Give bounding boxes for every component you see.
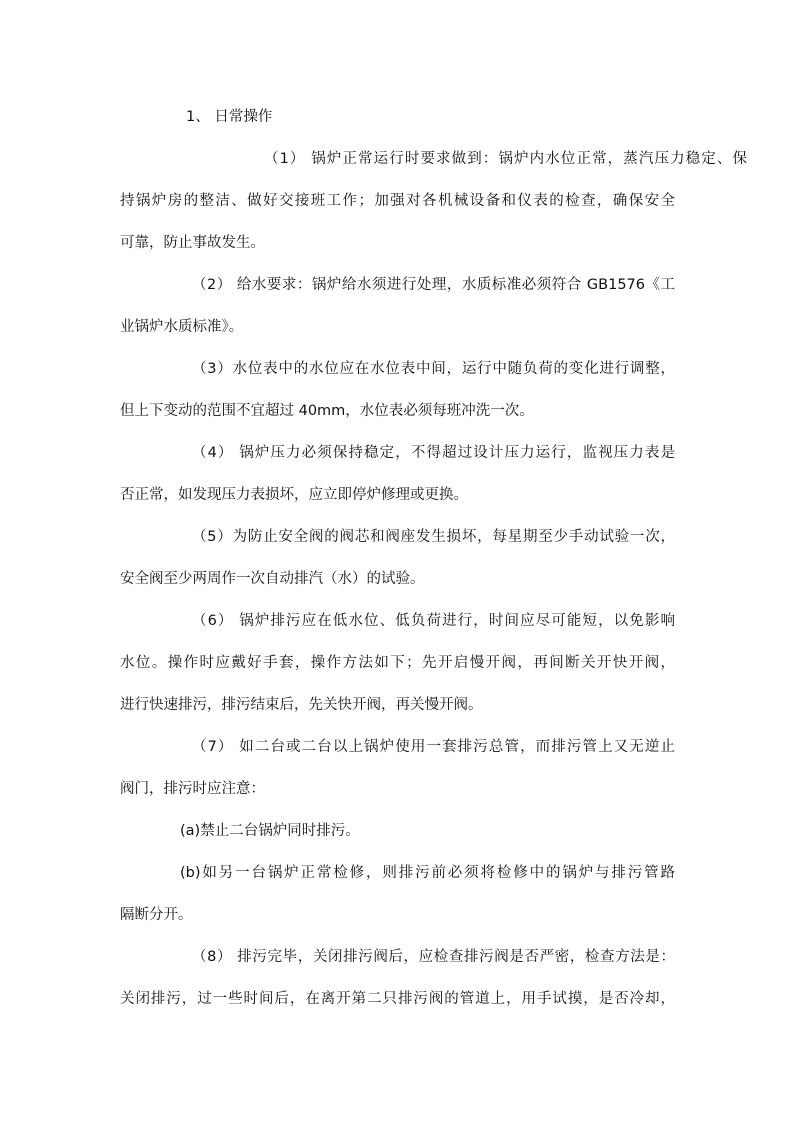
paragraph-2-line-1: （2） 给水要求：锅炉给水须进行处理，水质标准必须符合 GB1576《工: [192, 277, 675, 293]
paragraph-3-line-2: [0, 399, 793, 423]
paragraph-6-line-3-text: 进行快速排污，排污结束后，先关快开阀，再关慢开阀。: [120, 697, 483, 713]
item-b-line-1: (b)如另一台锅炉正常检修，则排污前必须将检修中的锅炉与排污管路: [180, 865, 675, 881]
item-b-line-2-text: 隔断分开。: [120, 907, 193, 923]
paragraph-4-line-2-text: 否正常，如发现压力表损坏，应立即停炉修理或更换。: [120, 487, 468, 503]
paragraph-8-line-2: 关闭排污，过一些时间后，在离开第二只排污阀的管道上，用手试摸，是否冷却，: [120, 991, 675, 1007]
paragraph-7-line-2: [0, 777, 793, 801]
item-a-line-1: [0, 819, 793, 843]
paragraph-6-line-2: 水位。操作时应戴好手套，操作方法如下；先开启慢开阀，再间断关开快开阀，: [120, 655, 675, 671]
paragraph-4-line-1: （4） 锅炉压力必须保持稳定，不得超过设计压力运行，监视压力表是: [192, 445, 675, 461]
paragraph-2-line-2-text: 业锅炉水质标准》。: [120, 319, 244, 335]
section-heading: [0, 105, 793, 129]
paragraph-7-line-2-text: 阀门，排污时应注意：: [120, 781, 265, 797]
paragraph-1-line-3-text: 可靠，防止事故发生。: [120, 235, 265, 251]
item-b-line-2: [0, 903, 793, 927]
paragraph-5-line-2-text: 安全阀至少两周作一次自动排汽（水）的试验。: [120, 571, 425, 587]
paragraph-5-line-1: （5）为防止安全阀的阀芯和阀座发生损坏，每星期至少手动试验一次，: [192, 529, 675, 545]
item-a-text: (a)禁止二台锅炉同时排污。: [180, 823, 360, 839]
section-heading-text: 1、 日常操作: [186, 109, 273, 125]
paragraph-5-line-2: [0, 567, 793, 591]
paragraph-4-line-2: [0, 483, 793, 507]
paragraph-7-line-1: （7） 如二台或二台以上锅炉使用一套排污总管，而排污管上又无逆止: [192, 739, 675, 755]
paragraph-1-line-1: （1） 锅炉正常运行时要求做到：锅炉内水位正常，蒸汽压力稳定、保: [264, 151, 747, 167]
paragraph-3-line-2-text: 但上下变动的范围不宜超过 40mm，水位表必须每班冲洗一次。: [120, 403, 534, 419]
paragraph-6-line-3: [0, 693, 793, 717]
paragraph-8-line-1: （8） 排污完毕，关闭排污阀后，应检查排污阀是否严密，检查方法是：: [192, 949, 675, 965]
paragraph-1-line-3: [0, 231, 793, 255]
paragraph-2-line-2: [0, 315, 793, 339]
paragraph-1-line-2: 持锅炉房的整洁、做好交接班工作；加强对各机械设备和仪表的检查，确保安全: [120, 193, 675, 209]
paragraph-3-line-1: （3）水位表中的水位应在水位表中间，运行中随负荷的变化进行调整，: [192, 361, 675, 377]
paragraph-6-line-1: （6） 锅炉排污应在低水位、低负荷进行，时间应尽可能短，以免影响: [192, 613, 675, 629]
